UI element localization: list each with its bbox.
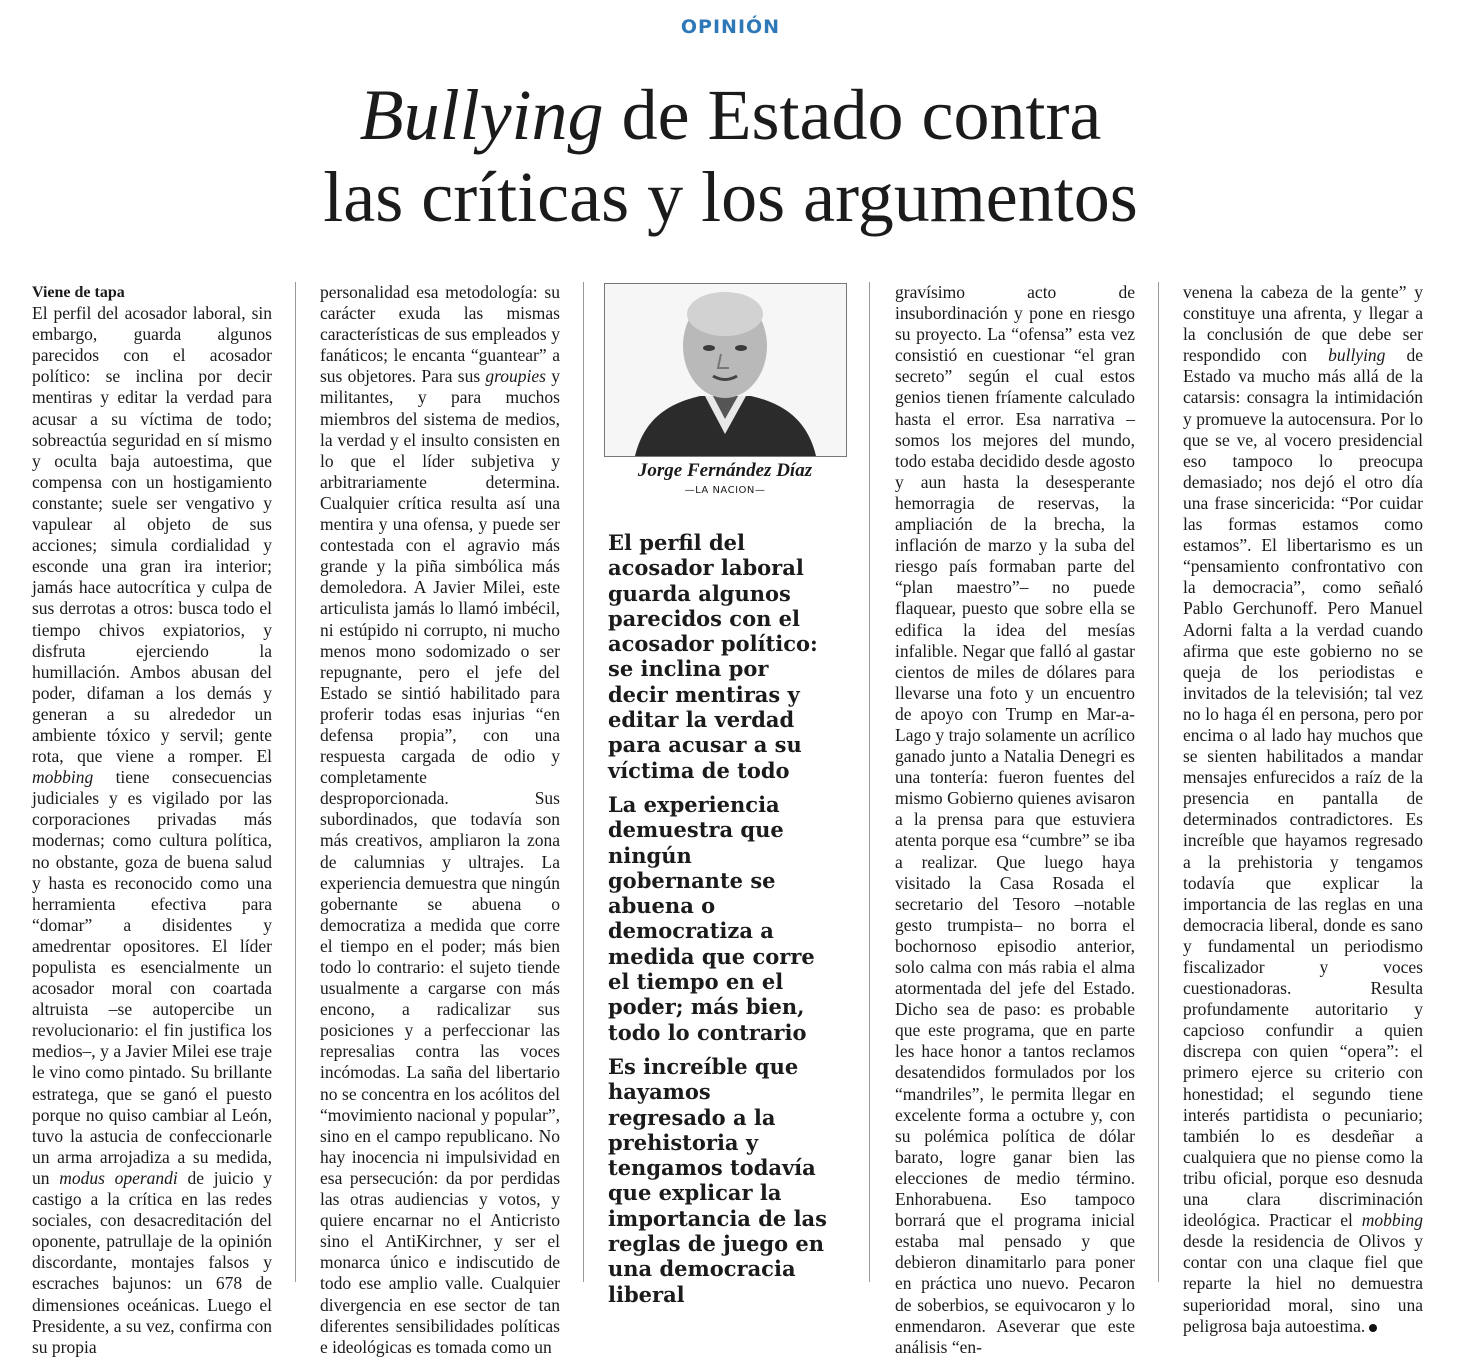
column-divider bbox=[869, 282, 870, 1282]
headline-line1: de Estado contra bbox=[603, 75, 1102, 155]
text: y militantes, y para muchos miembros del sistema de medios, la verdad y el insulto consisten en lo que el líder subjetiva y arbitrariamente determina. Cualquier crítica resulta así una mentira y una ofensa, y puede ser contestada con el agravio más grande y la piña simbólica más demoledora. A Javier Milei, este articulista jamás lo llamó imbécil, ni estúpido ni corrupto, ni mucho menos mono sodomizado o ser repugnante, pero el jefe del Estado se sintió habilitado para proferir todas esas injurias “en defensa propia”, con una respuesta cargada de odio y completamente desproporcionada. Sus subordinados, que todavía son más creativos, ampliaron la zona de calumnias y ultrajes. La experiencia demuestra que ningún gobernante se abuena o democratiza a medida que corre el tiempo en el poder; más bien todo lo contrario: el sujeto tiende usualmente a cargarse con más encono, a radicalizar sus posiciones y a perfeccionar las represalias contra las voces incómodas. La saña del libertario no se concentra en los acólitos del “movimiento nacional y popular”, sino en el campo republicano. No hay inocencia ni impulsividad en esa persecución: da por perdidas las otras audiencias y votos, y quiere encarnar no el Anticristo sino el AntiKirchner, y ser el monarca único e indiscutido de todo ese amplio valle. Cualquier divergencia en ese sector de tan diferentes sensibilidades políticas e ideológicas es tomada como un bbox=[320, 366, 561, 1357]
italic-term: mobbing bbox=[1361, 1210, 1423, 1231]
text: de Estado va mucho más allá de la catarsis: consagra la intimidación y promueve la autocensura. Por lo que se ve, al vocero presidencial eso tampoco lo preocupa demasiado; nos dejó el otro día una frase sincericida: “Por cuidar las formas estamos como estamos”. El libertarismo es un “pensamiento confrontativo con la democracia”, como señaló Pablo Gerchunoff. Pero Manuel Adorni falta a la verdad cuando afirma que este gobierno no se queja de los periodistas e invitados de la televisión; tal vez no lo haga él en persona, pero por encima o al lado hay muchos que se sienten habilitados a mandar mensajes enfurecidos a raíz de la presencia en pantalla de determinados contradictores. Es increíble que hayamos regresado a la prehistoria y tengamos todavía que explicar la importancia de las reglas en una democracia liberal, donde es sano y fundamental un periodismo fiscalizador y voces cuestionadoras. Resulta profundamente autoritario y capcioso confundir a quien discrepa con quien “opera”: el primero ejerce su criterio con honestidad; el segundo tiene interés partidista o pecuniario; también lo es desdeñar a cualquiera que no piense como la tribu oficial, porque eso desnuda una clara discriminación ideológica. Practicar el bbox=[1183, 345, 1423, 1231]
italic-term: modus operandi bbox=[59, 1167, 178, 1188]
author-portrait-icon bbox=[605, 284, 846, 456]
paragraph bbox=[1183, 282, 1423, 1337]
pull-quote: El perfil del acosador laboral guarda algunos parecidos con el acosador político: se inclina por decir mentiras y editar la verdad para acusar a su víctima de todo bbox=[608, 530, 818, 783]
end-mark-icon bbox=[1369, 1324, 1377, 1332]
paragraph bbox=[320, 282, 560, 1358]
paragraph bbox=[32, 303, 272, 1358]
italic-term: groupies bbox=[485, 366, 546, 387]
article-column-1 bbox=[32, 282, 272, 1358]
author-outlet: —LA NACION— bbox=[684, 485, 766, 496]
text: El perfil del acosador laboral, sin embargo, guarda algunos parecidos con el acosador político: se inclina por decir mentiras y editar la verdad para acusar a su víctima de todo; sobreactúa seguridad en sí mismo y oculta baja autoestima, que compensa con un hostigamiento constante; suele ser vengativo y vapulear al objeto de sus acciones; simula cordialidad y esconde una gran ira interior; jamás hace autocrítica y culpa de sus derrotas a otros: busca todo el tiempo chivos expiatorios, y disfruta ejerciendo la humillación. Ambos abusan del poder, difaman a los demás y generan a su alrededor un ambiente tóxico y servil; gente rota, que viene a romper. El bbox=[32, 303, 272, 767]
text: personalidad esa metodología: su carácter exuda las mismas características de sus empleados y fanáticos; le encanta “guantear” a sus objetores. Para sus bbox=[320, 282, 560, 387]
text: venena la cabeza de la gente” y constituye una afrenta, y llegar a la conclusión de que debe ser respondido con bbox=[1183, 282, 1423, 366]
article-column-4 bbox=[895, 282, 1135, 1358]
column-divider bbox=[295, 282, 296, 1282]
section-label: OPINIÓN bbox=[680, 16, 781, 38]
article-column-2 bbox=[320, 282, 560, 1358]
italic-term: bullying bbox=[1328, 345, 1386, 366]
column-divider bbox=[1158, 282, 1159, 1282]
kicker: Viene de tapa bbox=[32, 284, 125, 301]
pull-quote: La experiencia demuestra que ningún gobernante se abuena o democratiza a medida que corre el tiempo en el poder; más bien, todo lo contrario bbox=[608, 792, 815, 1045]
column-divider bbox=[583, 282, 584, 1282]
text: tiene consecuencias judiciales y es vigilado por las corporaciones privadas más modernas; como cultura política, no obstante, goza de buena salud y hasta es reconocido como una herramienta efectiva para “domar” a disidentes y amedrentar opositores. El líder populista es esencialmente un acosador moral con coartada altruista –se autopercibe un revolucionario: el fin justifica los medios–, y a Javier Milei ese traje le vino como pintado. Su brillante estratega, que se ganó el puesto porque no quiso cambiar al León, tuvo la astucia de confeccionarle un arma arrojadiza a su medida, un bbox=[32, 767, 272, 1188]
author-photo bbox=[604, 283, 847, 457]
paragraph: gravísimo acto de insubordinación y pone en riesgo su proyecto. La “ofensa” esta vez consistió en cuestionar “el gran secreto” según el cual estos genios tienen fríamente calculado hasta el error. Esa narrativa –somos los mejores del mundo, todo estaba decidido desde agosto y aun hasta la desesperante hemorragia de reservas, la ampliación de la brecha, la inflación de marzo y la suba del riesgo país formaban parte del “plan maestro”– no puede flaquear, puesto que sobre ella se edifica la idea del mesías infalible. Negar que falló al gastar cientos de miles de dólares para llevarse una foto y un encuentro de apoyo con Trump en Mar-a-Lago y trajo solamente un acrílico ganado junto a Natalia Denegri es una tontería: fueron fuentes del mismo Gobierno quienes avisaron a la prensa para que estuviera atenta porque esa “cumbre” se iba a realizar. Que luego haya visitado la Casa Rosada el secretario del Tesoro –notable gesto trumpista– no borra el bochornoso episodio anterior, solo calma con más rabia el alma atormentada del jefe del Estado. Dicho sea de paso: es probable que este programa, que en parte les hace honor a tantos reclamos desatendidos formulados por los “mandriles”, le permita llegar en excelente forma a octubre y, con su polémica política de dólar barato, logre ganar bien las elecciones de medio término. Enhorabuena. Eso tampoco borrará que el programa inicial estaba mal pensado y que debieron dinamitarlo para poner en práctica uno nuevo. Pecaron de soberbios, se equivocaron y lo enmendaron. Aseverar que este análisis “en- bbox=[895, 282, 1135, 1357]
text: de juicio y castigo a la crítica en las redes sociales, con desacreditación del oponente, patrullaje de la opinión discordante, montajes falsos y escraches bajunos: un 678 de dimensiones oceánicas. Luego el Presidente, a su vez, confirma con su propia bbox=[32, 1167, 273, 1357]
pull-quote: Es increíble que hayamos regresado a la prehistoria y tengamos todavía que explicar la importancia de las reglas de juego en una democracia liberal bbox=[608, 1054, 827, 1307]
headline-italic: Bullying bbox=[359, 75, 604, 155]
italic-term: mobbing bbox=[32, 767, 94, 788]
headline-line2: las críticas y los argumentos bbox=[323, 157, 1138, 237]
headline bbox=[0, 74, 1461, 238]
author-name: Jorge Fernández Díaz bbox=[637, 460, 813, 481]
text: desde la residencia de Olivos y contar con una claque fiel que reparte la hiel no demuestra superioridad moral, sino una peligrosa baja autoestima. bbox=[1183, 1231, 1423, 1336]
article-column-5 bbox=[1183, 282, 1423, 1337]
